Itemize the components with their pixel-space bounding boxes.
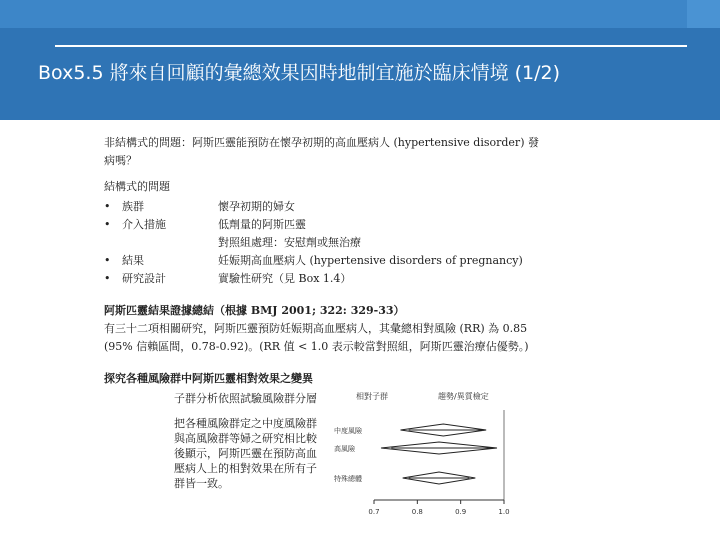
slide-title: Box5.5 將來自回顧的彙總效果因時地制宜施於臨床情境 (1/2) — [38, 62, 561, 84]
forest-row-label: 特殊總體 — [334, 475, 362, 483]
item-value: 實驗性研究（見 Box 1.4） — [218, 272, 352, 285]
item-label: 介入措施 — [122, 218, 166, 231]
forest-tick-label: 0.7 — [368, 508, 380, 516]
item-value: 懷孕初期的婦女 — [218, 200, 295, 213]
evidence-line-1: 有三十二項相關研究，阿斯匹靈預防妊娠期高血壓病人，其彙總相對風險 (RR) 為 0.85 — [104, 322, 528, 335]
forest-tick-label: 1.0 — [498, 508, 510, 516]
header-top-strip — [0, 0, 720, 28]
evidence-line-2: (95% 信賴區間，0.78-0.92)。(RR 值 < 1.0 表示較當對照組，阿斯匹靈治療佔優勢。) — [104, 340, 529, 353]
question-line-1: 非結構式的問題：阿斯匹靈能預防在懷孕初期的高血壓病人 (hypertensive disorder) 發 — [104, 136, 539, 149]
header-corner-block — [687, 0, 720, 28]
forest-tick-label: 0.8 — [411, 508, 423, 516]
figure-note-line: 把各種風險群定之中度風險群 — [174, 417, 317, 430]
forest-plot — [334, 388, 524, 518]
slide-header — [0, 0, 720, 120]
subgroup-heading: 探究各種風險群中阿斯匹靈相對效果之變異 — [104, 372, 313, 385]
bullet: • — [104, 254, 111, 267]
item-value: 妊娠期高血壓病人 (hypertensive disorders of pregnancy) — [218, 254, 523, 267]
bullet: • — [104, 272, 111, 285]
forest-col-header: 相對子群 — [356, 392, 388, 401]
figure-caption: 子群分析依照試驗風險群分層 — [174, 392, 317, 405]
forest-row-label: 中度風險 — [334, 427, 362, 435]
figure-note-line: 群皆一致。 — [174, 477, 229, 490]
item-label: 研究設計 — [122, 272, 166, 285]
figure-note-line: 後顯示，阿斯匹靈在預防高血 — [174, 447, 317, 460]
item-value: 對照組處理：安慰劑或無治療 — [218, 236, 361, 249]
figure-note-line: 與高風險群等婦之研究相比較 — [174, 432, 317, 445]
bullet: • — [104, 200, 111, 213]
item-label: 結果 — [122, 254, 144, 267]
forest-tick-label: 0.9 — [455, 508, 467, 516]
item-value: 低劑量的阿斯匹靈 — [218, 218, 306, 231]
figure-note — [174, 416, 317, 491]
item-intervention — [104, 218, 306, 232]
evidence-heading: 阿斯匹靈結果證據總結（根據 BMJ 2001; 322: 329-33） — [104, 304, 405, 317]
item-population — [104, 200, 295, 214]
forest-row-label: 高風險 — [334, 445, 355, 453]
item-label: 族群 — [122, 200, 144, 213]
forest-col-header: 趨勢/異質檢定 — [438, 392, 489, 401]
item-design — [104, 272, 351, 286]
header-divider — [55, 45, 687, 47]
bullet: • — [104, 218, 111, 231]
question-line-2: 病嗎？ — [104, 154, 137, 167]
scanned-document — [104, 132, 624, 527]
item-control — [104, 236, 361, 250]
structured-heading: 結構式的問題 — [104, 180, 170, 193]
figure-note-line: 壓病人上的相對效果在所有子 — [174, 462, 317, 475]
item-outcome — [104, 254, 523, 268]
